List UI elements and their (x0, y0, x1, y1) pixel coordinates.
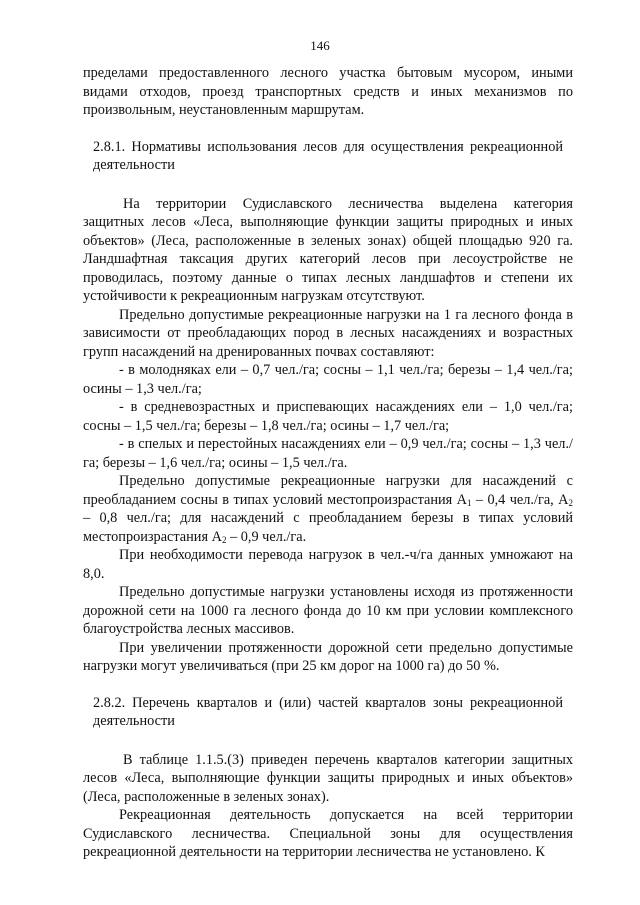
paragraph-site-types (83, 472, 573, 546)
paragraph: В таблице 1.1.5.(3) приведен перечень кварталов категории защитных лесов «Леса, выполняющие функции защиты природных и иных объектов» (Леса, расположенные в зеленых зонах). (83, 751, 573, 805)
subscript: 2 (221, 534, 227, 545)
paragraph: Рекреационная деятельность допускается на всей территории Судиславского лесничества. Специальной зоны для осуществления рекреационной деятельности на территории лесничества не установлено. К (83, 807, 573, 860)
list-item: - в молодняках ели – 0,7 чел./га; сосны – 1,1 чел./га; березы – 1,4 чел./га; осины – 1,3 чел./га; (83, 362, 573, 397)
spacer (83, 676, 573, 694)
paragraph: На территории Судиславского лесничества выделена категория защитных лесов «Леса, выполняющие функции защиты природных и иных объектов» (Леса, расположенные в зеленых зонах) общей площадью 920 га. Ландшафтная таксация других категорий лесов при лесоустройстве не проводилась, поэтому данные о типах лесных ландшафтов и степени их устойчивости к рекреационным нагрузкам отсутствуют. (83, 195, 573, 304)
subscript: 2 (568, 497, 573, 508)
text-fragment: – 0,8 чел./га; для насаждений с преобладанием березы в типах условий местопроизрастания А (83, 510, 573, 545)
list-item: - в средневозрастных и приспевающих насаждениях ели – 1,0 чел./га; сосны – 1,5 чел./га; березы – 1,8 чел./га; осины – 1,7 чел./га; (83, 399, 573, 434)
text-fragment: – 0,4 чел./га, А (471, 491, 569, 508)
section-heading-2-8-2: 2.8.2. Перечень кварталов и (или) частей кварталов зоны рекреационной деятельности (93, 694, 563, 729)
page-number: 146 (310, 38, 330, 53)
section-heading-2-8-1: 2.8.1. Нормативы использования лесов для осуществления рекреационной деятельности (93, 138, 563, 173)
paragraph: Предельно допустимые рекреационные нагрузки на 1 га лесного фонда в зависимости от преобладающих пород в лесных насаждениях и возрастных групп насаждений на дренированных почвах составляют: (83, 306, 573, 360)
page-content (83, 64, 573, 862)
paragraph: При увеличении протяженности дорожной сети предельно допустимые нагрузки могут увеличиваться (при 25 км дорог на 1000 га) до 50 %. (83, 639, 573, 674)
continuation-paragraph: пределами предоставленного лесного участка бытовым мусором, иными видами отходов, проезд транспортных средств и иных механизмов по произвольным, неустановленным маршрутам. (83, 65, 573, 118)
text-fragment: – 0,9 чел./га. (226, 528, 307, 545)
spacer (83, 731, 573, 751)
paragraph: Предельно допустимые нагрузки установлены исходя из протяженности дорожной сети на 1000 га лесного фонда до 10 км при условии комплексного благоустройства лесных массивов. (83, 584, 573, 637)
list-item: - в спелых и перестойных насаждениях ели – 0,9 чел./га; сосны – 1,3 чел./га; березы – 1,6 чел./га; осины – 1,5 чел./га. (83, 436, 573, 471)
subscript: 1 (466, 497, 472, 508)
spacer (83, 120, 573, 138)
paragraph: При необходимости перевода нагрузок в чел.-ч/га данных умножают на 8,0. (83, 547, 573, 582)
text-fragment: Предельно допустимые рекреационные нагрузки для насаждений с преобладанием сосны в типах условий местопроизрастания А (83, 473, 573, 508)
spacer (83, 175, 573, 195)
